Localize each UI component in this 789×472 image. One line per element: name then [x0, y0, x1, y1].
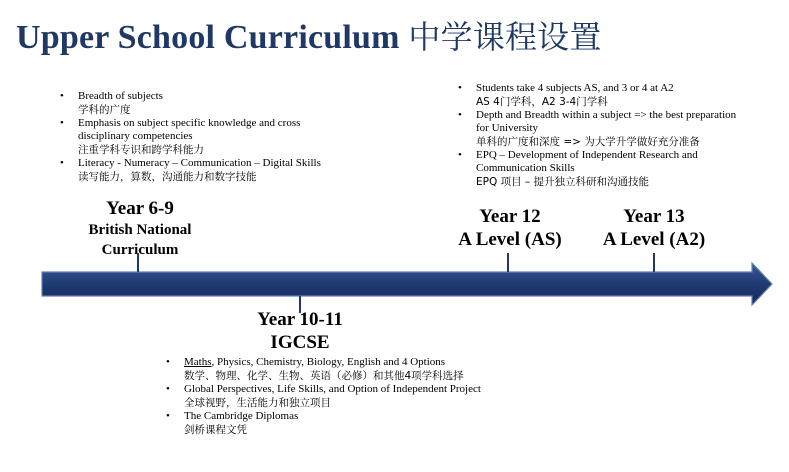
note-item: • Maths, Physics, Chemistry, Biology, English and 4 Options 数学、物理、化学、生物、英语（必修）和其他4项学科选择 — [164, 356, 524, 383]
timeline-arrow-body — [42, 263, 772, 305]
note-item: • Students take 4 subjects AS, and 3 or 4 at A2 AS 4门学科，A2 3-4门学科 — [456, 82, 776, 109]
note-item: • EPQ – Development of Independent Research and Communication Skills EPQ 项目 – 提升独立科研和沟通技能 — [456, 149, 776, 189]
stage-year: Year 10-11 — [257, 309, 343, 330]
stage-subtitle: Curriculum — [101, 242, 179, 258]
underlined-subject: Maths — [184, 356, 212, 368]
stage-subtitle: A Level (AS) — [458, 229, 562, 250]
note-item: • Literacy - Numeracy – Communication – Digital Skills 读写能力，算数，沟通能力和数字技能 — [58, 157, 358, 184]
note-item: • Global Perspectives, Life Skills, and Option of Independent Project 全球视野，生活能力和独立项目 — [164, 383, 524, 410]
note-item: • Breadth of subjects 学科的广度 — [58, 90, 358, 117]
note-item: • Depth and Breadth within a subject => the best preparation for University 单科的广度和深度 => 为大学升学做好充分准备 — [456, 109, 776, 149]
note-item: • Emphasis on subject specific knowledge and cross disciplinary competencies 注重学科专识和跨学科能力 — [58, 117, 358, 157]
note-item: • The Cambridge Diplomas 剑桥课程文凭 — [164, 410, 524, 437]
stage-year: Year 13 — [623, 206, 685, 227]
stage-subtitle: IGCSE — [270, 332, 330, 353]
title-chinese: 中学课程设置 — [408, 18, 602, 56]
stage-subtitle: British National — [88, 222, 192, 238]
stage-year: Year 6-9 — [106, 198, 174, 219]
igcse-notes — [164, 356, 524, 437]
title-english: Upper School Curriculum — [16, 19, 400, 56]
stage-subtitle: A Level (A2) — [602, 229, 706, 250]
stage-year: Year 12 — [479, 206, 541, 227]
